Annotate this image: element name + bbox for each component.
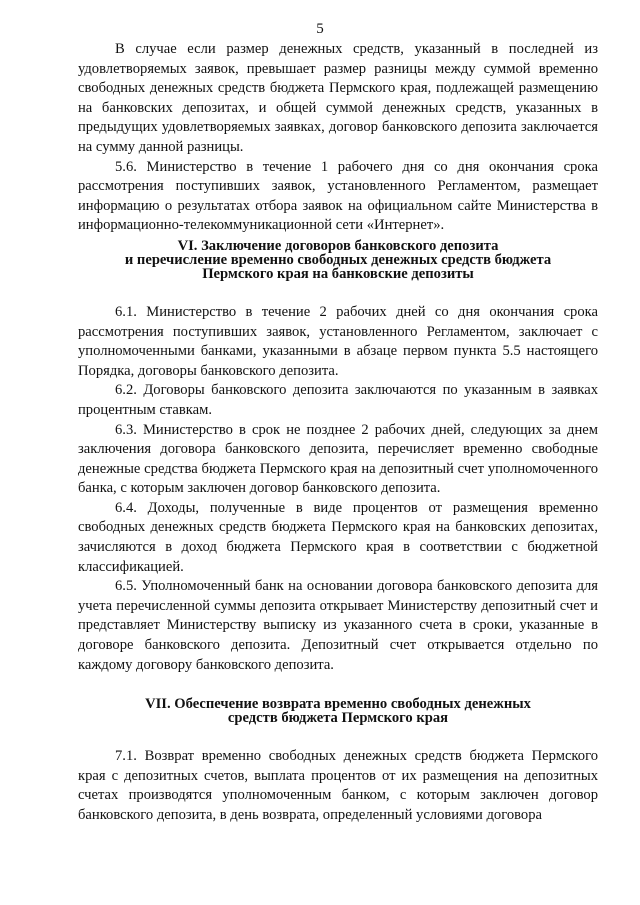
section-7-heading-line: VII. Обеспечение возврата временно свободных денежных: [145, 696, 531, 713]
section-6-heading: [78, 239, 598, 281]
paragraph-7-1: 7.1. Возврат временно свободных денежных средств бюджета Пермского края с депозитных счетов, выплата процентов от их размещения на депозитных счетах производятся уполномоченным банком, с которым заключен договор банковского депозита, в день возврата, определенный условиями договора: [78, 748, 598, 823]
paragraph-6-1: 6.1. Министерство в течение 2 рабочих дней со дня окончания срока рассмотрения поступивших заявок, установленного Регламентом, заключает с уполномоченными банками, указанными в абзаце первом пункта 5.5 настоящего Порядка, договоры банковского депозита.: [78, 303, 598, 379]
paragraph-6-3: 6.3. Министерство в срок не позднее 2 рабочих дней, следующих за днем заключения договора банковского депозита, перечисляет временно свободные денежные средства бюджета Пермского края на депозитный счет уполномоченного банка, с которым заключен договор банковского депозита.: [78, 421, 598, 497]
paragraph-remainder: В случае если размер денежных средств, указанный в последней из удовлетворяемых заявок, превышает размер разницы между суммой временно свободных денежных средств бюджета Пермского края, подлежащей размещению на банковских депозитах, и общей суммой денежных средств, указанных в предыдущих удовлетворяемых заявках, договор банковского депозита заключается на сумму данной разницы.: [78, 41, 598, 155]
section-7-heading-line: средств бюджета Пермского края: [227, 710, 449, 727]
paragraph-6-4: 6.4. Доходы, полученные в виде процентов от размещения временно свободных денежных средств бюджета Пермского края на банковских депозитах, зачисляются в доход бюджета Пермского края в соответствии с бюджетной классификацией.: [78, 499, 598, 575]
page-number: 5: [316, 21, 324, 37]
paragraph-6-5: 6.5. Уполномоченный банк на основании договора банковского депозита для учета перечисленной суммы депозита открывает Министерству депозитный счет и представляет Министерству выписку из указанного счета в сроки, указанные в договоре банковского депозита. Депозитный счет открывается отдельно по каждому договору банковского депозита.: [78, 578, 598, 673]
section-6-heading-line: VI. Заключение договоров банковского депозита: [177, 237, 499, 254]
paragraph-5-6: 5.6. Министерство в течение 1 рабочего дня со дня окончания срока рассмотрения поступивших заявок, установленного Регламентом, размещает информацию о результатах отбора заявок на официальном сайте Министерства в информационно-телекоммуникационной сети «Интернет».: [78, 158, 598, 234]
section-6-heading-line: Пермского края на банковские депозиты: [202, 265, 474, 282]
section-6-heading-line: и перечисление временно свободных денежных средств бюджета: [124, 251, 552, 268]
section-7-heading: [78, 697, 598, 725]
paragraph-6-2: 6.2. Договоры банковского депозита заключаются по указанным в заявках процентным ставкам.: [78, 382, 598, 418]
document-body: [78, 40, 598, 826]
